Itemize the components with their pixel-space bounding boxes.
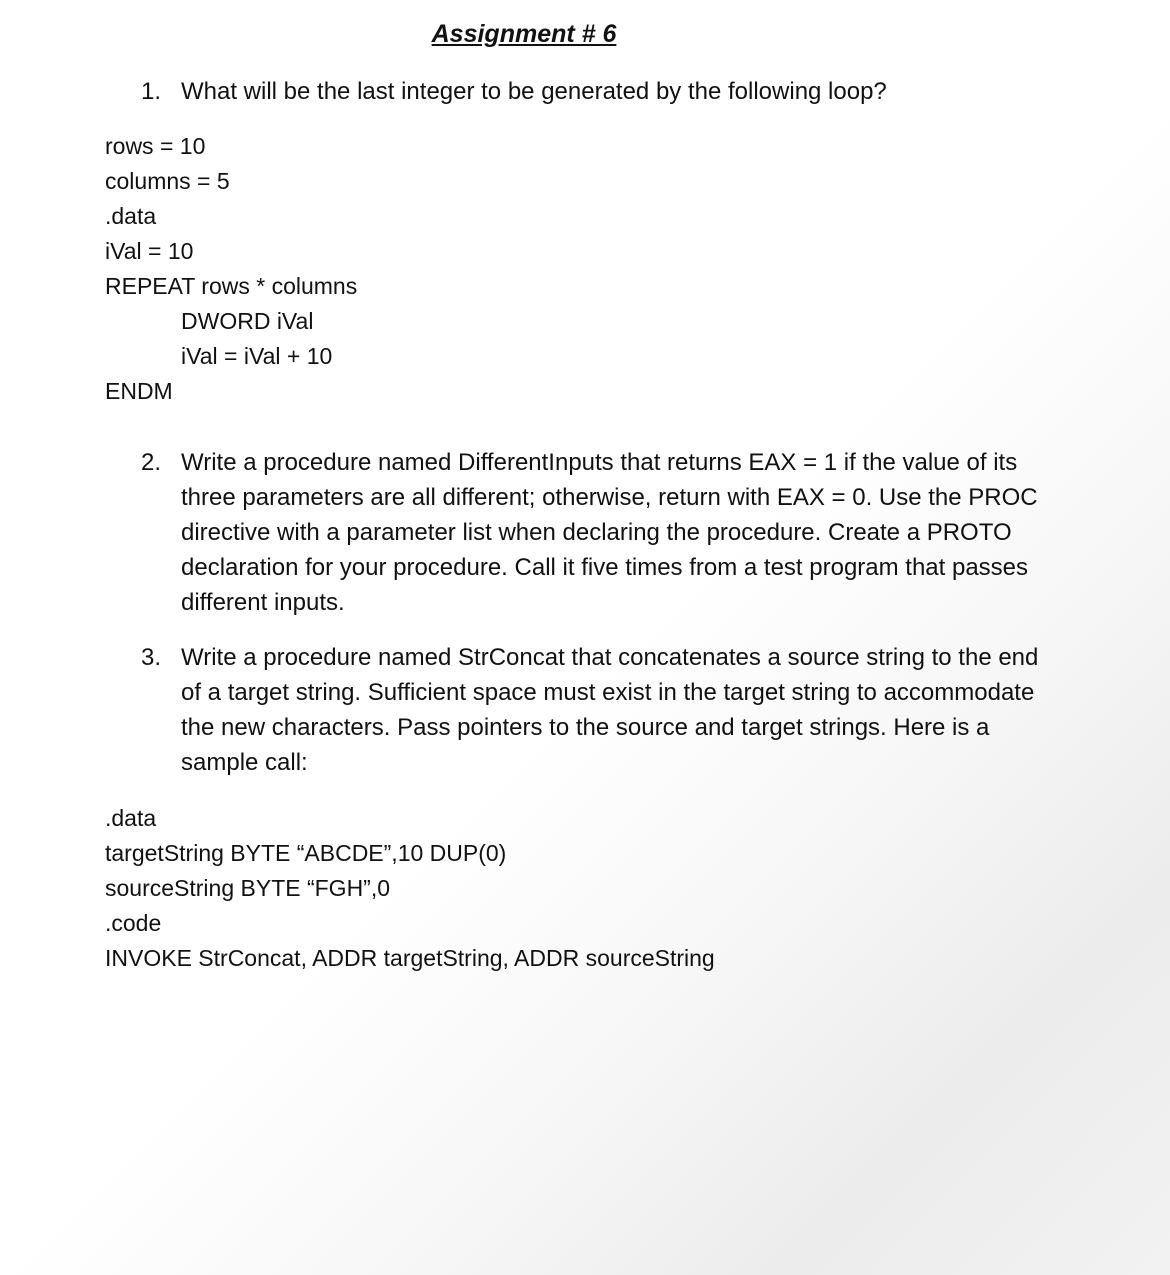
- code-line: DWORD iVal: [181, 308, 314, 334]
- question-1: [141, 74, 1041, 109]
- code-line: REPEAT rows * columns: [105, 273, 358, 299]
- question-text: Write a procedure named StrConcat that concatenates a source string to the end of a target string. Sufficient space must exist in the target string to accommodate the new characters. Pass pointers to the source and target strings. Here is a sample call:: [181, 644, 1039, 776]
- code-line: INVOKE StrConcat, ADDR targetString, ADDR sourceString: [105, 945, 715, 971]
- code-line: .code: [105, 910, 162, 936]
- question-number: 3.: [141, 644, 162, 671]
- question-text: What will be the last integer to be generated by the following loop?: [181, 78, 887, 105]
- question-text: Write a procedure named DifferentInputs that returns EAX = 1 if the value of its three parameters are all different; otherwise, return with EAX = 0. Use the PROC directive with a parameter list when declaring the procedure. Create a PROTO declaration for your procedure. Call it five times from a test program that passes different inputs.: [181, 449, 1038, 616]
- code-line: .data: [105, 203, 157, 229]
- code-line: ENDM: [105, 378, 173, 404]
- question-3: [141, 640, 1041, 780]
- question-number: 2.: [141, 449, 162, 476]
- code-line: iVal = iVal + 10: [181, 343, 333, 369]
- code-line: iVal = 10: [105, 238, 194, 264]
- code-line: rows = 10: [105, 133, 206, 159]
- code-line: .data: [105, 805, 157, 831]
- page-title: Assignment # 6: [431, 20, 617, 48]
- code-line: sourceString BYTE “FGH”,0: [105, 875, 391, 901]
- code-line: targetString BYTE “ABCDE”,10 DUP(0): [105, 840, 507, 866]
- question-number: 1.: [141, 78, 162, 105]
- code-line: columns = 5: [105, 168, 230, 194]
- question-2: [141, 445, 1041, 620]
